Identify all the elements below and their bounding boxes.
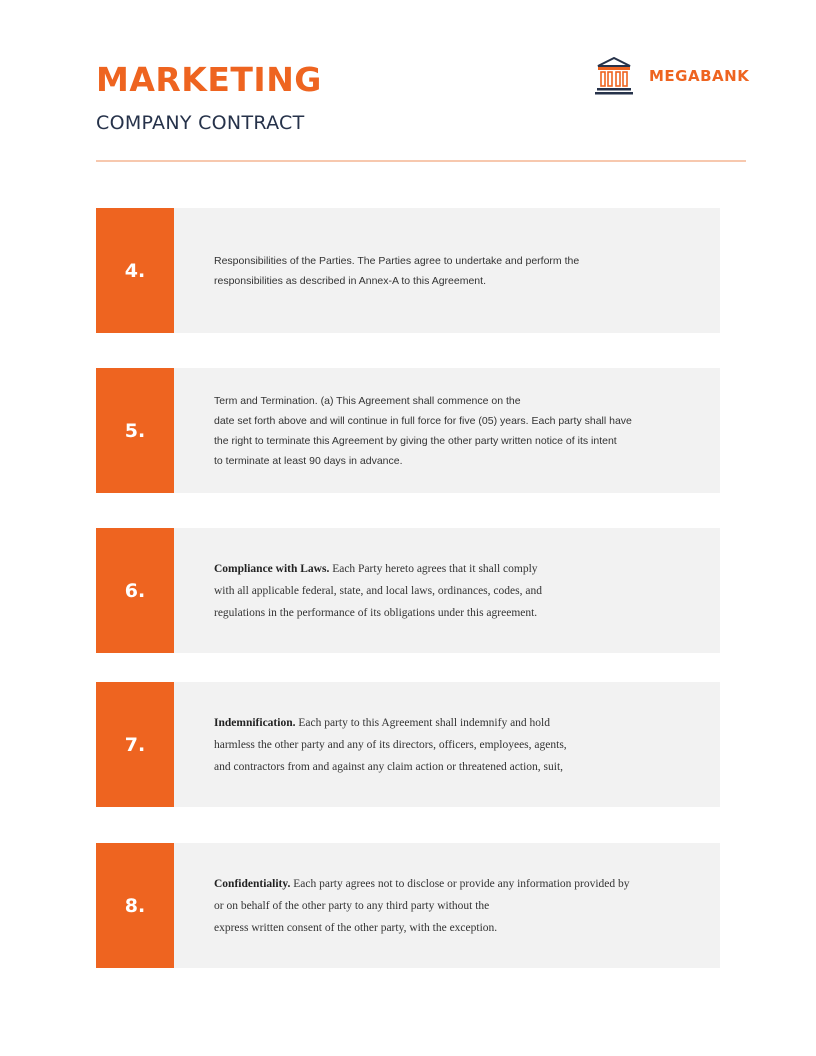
section-text (214, 208, 579, 333)
section-line: Responsibilities of the Parties. The Parties agree to undertake and perform the (214, 254, 580, 267)
section-number: 6. (96, 528, 174, 653)
section-text (214, 843, 630, 968)
section-line: harmless the other party and any of its directors, officers, employees, agents, (214, 738, 567, 751)
document-title: MARKETING (96, 60, 322, 99)
brand-name: MEGABANK (649, 67, 750, 85)
section-heading: Confidentiality. (214, 877, 291, 890)
section-number: 4. (96, 208, 174, 333)
contract-section-6 (96, 528, 720, 653)
section-line: to terminate at least 90 days in advance. (214, 454, 403, 467)
section-line: or on behalf of the other party to any third party without the (214, 899, 490, 912)
section-line-rest: Each party to this Agreement shall indemnify and hold (295, 716, 551, 729)
bank-building-icon (594, 57, 634, 95)
section-line: Term and Termination. (a) This Agreement shall commence on the (214, 394, 521, 407)
brand-logo (594, 56, 754, 96)
section-number: 5. (96, 368, 174, 493)
section-line: express written consent of the other party, with the exception. (214, 921, 498, 934)
document-subtitle: COMPANY CONTRACT (96, 112, 305, 134)
section-heading: Compliance with Laws. (214, 562, 330, 575)
section-line-rest: Each party agrees not to disclose or provide any information provided by (290, 877, 630, 890)
section-line: regulations in the performance of its obligations under this agreement. (214, 606, 538, 619)
section-line: with all applicable federal, state, and local laws, ordinances, codes, and (214, 584, 542, 597)
section-line-rest: Each Party hereto agrees that it shall comply (329, 562, 538, 575)
section-line: responsibilities as described in Annex-A to this Agreement. (214, 274, 486, 287)
section-text (214, 528, 542, 653)
section-line (214, 873, 630, 895)
contract-section-5 (96, 368, 720, 493)
section-text (214, 682, 567, 807)
contract-section-4 (96, 208, 720, 333)
section-heading: Indemnification. (214, 716, 296, 729)
section-number: 7. (96, 682, 174, 807)
contract-section-8 (96, 843, 720, 968)
section-line: the right to terminate this Agreement by giving the other party written notice of its intent (214, 434, 617, 447)
section-line: date set forth above and will continue in full force for five (05) years. Each party shall have (214, 414, 632, 427)
header-divider (96, 160, 746, 162)
section-line: and contractors from and against any claim action or threatened action, suit, (214, 760, 564, 773)
section-line (214, 558, 542, 580)
section-line (214, 712, 567, 734)
section-number: 8. (96, 843, 174, 968)
contract-section-7 (96, 682, 720, 807)
section-text (214, 368, 632, 493)
